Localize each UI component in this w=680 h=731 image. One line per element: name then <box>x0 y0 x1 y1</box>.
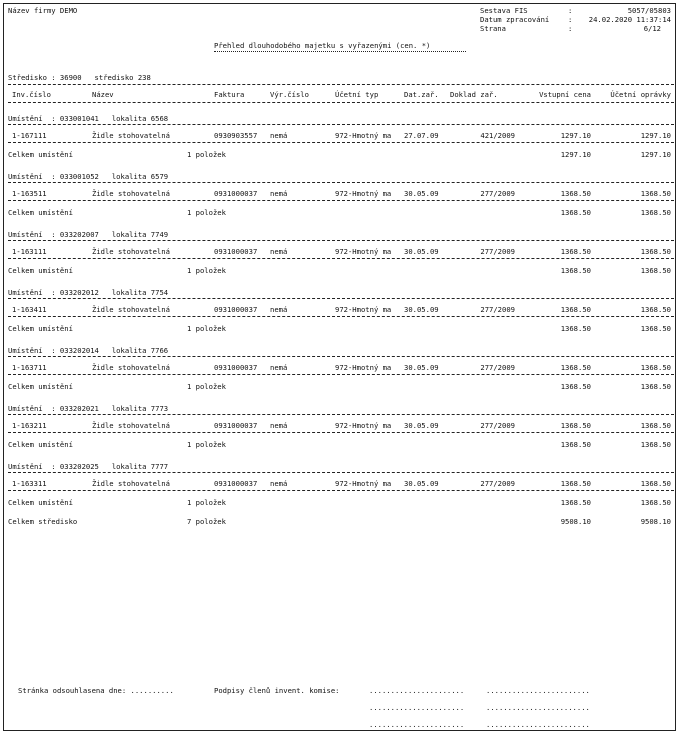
cell-account-type: 972-Hmotný ma <box>335 131 392 140</box>
cell-acquisition-doc: 277/2009 <box>480 421 515 430</box>
company-name: Název firmy DEMO <box>8 6 78 15</box>
column-header-date-acquired: Dat.zař. <box>404 90 439 99</box>
cell-inv-number: 1-163711 <box>12 363 47 372</box>
cell-account-type: 972-Hmotný ma <box>335 247 392 256</box>
signature-line: ........................ <box>486 720 590 729</box>
location-total-label: Celkem umístění <box>8 440 73 449</box>
header-rule-top <box>8 84 674 85</box>
column-header-acquisition-doc: Doklad zař. <box>450 90 498 99</box>
location-total-price: 1368.50 <box>560 382 591 391</box>
cell-inv-number: 1-163311 <box>12 479 47 488</box>
row-rule-top <box>8 414 674 415</box>
grand-total-price: 9508.10 <box>560 517 591 526</box>
grand-total-count: 7 položek <box>187 517 226 526</box>
cell-asset-name: Židle stohovatelná <box>92 479 170 488</box>
column-header-serial-number: Výr.číslo <box>270 90 309 99</box>
page-number-value: 6/12 <box>643 24 661 33</box>
processing-date-value: 24.02.2020 11:37:14 <box>588 15 671 24</box>
location-total-depreciation: 1368.50 <box>640 440 671 449</box>
location-heading: Umístění : 033001041 lokalita 6568 <box>8 114 169 123</box>
cell-serial-number: nemá <box>270 305 288 314</box>
location-total-price: 1297.10 <box>560 150 591 159</box>
signature-line: ...................... <box>369 703 465 712</box>
row-rule-bottom <box>8 374 674 375</box>
cell-serial-number: nemá <box>270 189 288 198</box>
row-rule-bottom <box>8 200 674 201</box>
row-rule-bottom <box>8 432 674 433</box>
report-code-value: 5057/05803 <box>627 6 671 15</box>
signature-line: ...................... <box>369 720 465 729</box>
location-total-depreciation: 1368.50 <box>640 498 671 507</box>
cell-account-type: 972-Hmotný ma <box>335 189 392 198</box>
column-header-account-type: Účetní typ <box>335 90 379 99</box>
cell-input-price: 1368.50 <box>560 421 591 430</box>
cell-acquisition-doc: 277/2009 <box>480 479 515 488</box>
location-heading: Umístění : 033202021 lokalita 7773 <box>8 404 169 413</box>
report-code-colon: : <box>568 6 573 15</box>
location-total-depreciation: 1297.10 <box>640 150 671 159</box>
cell-input-price: 1368.50 <box>560 479 591 488</box>
row-rule-top <box>8 356 674 357</box>
location-total-label: Celkem umístění <box>8 498 73 507</box>
row-rule-bottom <box>8 490 674 491</box>
report-code-label: Sestava FIS <box>480 6 528 15</box>
page-number-colon: : <box>568 24 573 33</box>
cell-date-acquired: 27.07.09 <box>404 131 439 140</box>
row-rule-top <box>8 298 674 299</box>
cell-serial-number: nemá <box>270 479 288 488</box>
location-total-price: 1368.50 <box>560 498 591 507</box>
location-total-count: 1 položek <box>187 498 226 507</box>
location-total-price: 1368.50 <box>560 266 591 275</box>
cell-invoice: 0931000037 <box>214 305 258 314</box>
cell-serial-number: nemá <box>270 131 288 140</box>
cell-depreciation: 1368.50 <box>640 189 671 198</box>
cell-asset-name: Židle stohovatelná <box>92 363 170 372</box>
column-header-asset-name: Název <box>92 90 114 99</box>
cell-input-price: 1297.10 <box>560 131 591 140</box>
location-total-label: Celkem umístění <box>8 266 73 275</box>
location-total-label: Celkem umístění <box>8 150 73 159</box>
cell-acquisition-doc: 277/2009 <box>480 247 515 256</box>
location-total-count: 1 položek <box>187 382 226 391</box>
cell-depreciation: 1368.50 <box>640 305 671 314</box>
processing-date-label: Datum zpracování <box>480 15 550 24</box>
cell-input-price: 1368.50 <box>560 305 591 314</box>
location-total-depreciation: 1368.50 <box>640 324 671 333</box>
row-rule-top <box>8 182 674 183</box>
signature-line: ...................... <box>369 686 465 695</box>
cell-invoice: 0930903557 <box>214 131 258 140</box>
grand-total-depreciation: 9508.10 <box>640 517 671 526</box>
cell-account-type: 972-Hmotný ma <box>335 305 392 314</box>
location-total-label: Celkem umístění <box>8 208 73 217</box>
cell-invoice: 0931000037 <box>214 363 258 372</box>
cell-serial-number: nemá <box>270 247 288 256</box>
cell-inv-number: 1-167111 <box>12 131 47 140</box>
signature-line: ........................ <box>486 686 590 695</box>
cell-serial-number: nemá <box>270 363 288 372</box>
location-heading: Umístění : 033202025 lokalita 7777 <box>8 462 169 471</box>
cell-serial-number: nemá <box>270 421 288 430</box>
row-rule-bottom <box>8 316 674 317</box>
row-rule-top <box>8 472 674 473</box>
cell-acquisition-doc: 277/2009 <box>480 363 515 372</box>
header-rule-bottom <box>8 102 674 103</box>
location-total-count: 1 položek <box>187 208 226 217</box>
grand-total-label: Celkem středisko <box>8 517 78 526</box>
approval-date: Stránka odsouhlasena dne: .......... <box>18 686 174 695</box>
cell-depreciation: 1368.50 <box>640 363 671 372</box>
location-heading: Umístění : 033202007 lokalita 7749 <box>8 230 169 239</box>
row-rule-bottom <box>8 142 674 143</box>
cell-invoice: 0931000037 <box>214 189 258 198</box>
cell-input-price: 1368.50 <box>560 363 591 372</box>
cell-acquisition-doc: 421/2009 <box>480 131 515 140</box>
cell-input-price: 1368.50 <box>560 247 591 256</box>
cell-depreciation: 1368.50 <box>640 247 671 256</box>
cell-inv-number: 1-163111 <box>12 247 47 256</box>
cell-asset-name: Židle stohovatelná <box>92 131 170 140</box>
cell-account-type: 972-Hmotný ma <box>335 421 392 430</box>
row-rule-bottom <box>8 258 674 259</box>
cell-depreciation: 1368.50 <box>640 479 671 488</box>
cell-depreciation: 1297.10 <box>640 131 671 140</box>
signatures-label: Podpisy členů invent. komise: <box>214 686 340 695</box>
row-rule-top <box>8 124 674 125</box>
column-header-depreciation: Účetní oprávky <box>610 90 671 99</box>
cell-date-acquired: 30.05.09 <box>404 421 439 430</box>
location-total-count: 1 položek <box>187 266 226 275</box>
location-heading: Umístění : 033202012 lokalita 7754 <box>8 288 169 297</box>
cell-date-acquired: 30.05.09 <box>404 363 439 372</box>
cell-inv-number: 1-163511 <box>12 189 47 198</box>
cell-inv-number: 1-163211 <box>12 421 47 430</box>
cell-date-acquired: 30.05.09 <box>404 479 439 488</box>
location-heading: Umístění : 033001052 lokalita 6579 <box>8 172 169 181</box>
report-page <box>3 3 676 731</box>
processing-date-colon: : <box>568 15 573 24</box>
page-number-label: Strana <box>480 24 506 33</box>
title-underline <box>214 51 466 52</box>
location-total-price: 1368.50 <box>560 208 591 217</box>
location-total-price: 1368.50 <box>560 324 591 333</box>
cell-invoice: 0931000037 <box>214 479 258 488</box>
location-total-depreciation: 1368.50 <box>640 266 671 275</box>
cell-depreciation: 1368.50 <box>640 421 671 430</box>
cell-input-price: 1368.50 <box>560 189 591 198</box>
report-title: Přehled dlouhodobého majetku s vyřazenými (cen. *) <box>214 41 431 50</box>
cell-date-acquired: 30.05.09 <box>404 189 439 198</box>
column-header-inv-number: Inv.číslo <box>12 90 51 99</box>
cell-date-acquired: 30.05.09 <box>404 247 439 256</box>
location-heading: Umístění : 033202014 lokalita 7766 <box>8 346 169 355</box>
location-total-count: 1 položek <box>187 150 226 159</box>
cell-acquisition-doc: 277/2009 <box>480 189 515 198</box>
cell-asset-name: Židle stohovatelná <box>92 247 170 256</box>
location-total-count: 1 položek <box>187 440 226 449</box>
location-total-depreciation: 1368.50 <box>640 382 671 391</box>
cell-asset-name: Židle stohovatelná <box>92 421 170 430</box>
location-total-label: Celkem umístění <box>8 324 73 333</box>
cost-center: Středisko : 36900 středisko 238 <box>8 73 151 82</box>
cell-date-acquired: 30.05.09 <box>404 305 439 314</box>
column-header-invoice: Faktura <box>214 90 245 99</box>
location-total-label: Celkem umístění <box>8 382 73 391</box>
cell-asset-name: Židle stohovatelná <box>92 305 170 314</box>
cell-account-type: 972-Hmotný ma <box>335 479 392 488</box>
cell-inv-number: 1-163411 <box>12 305 47 314</box>
column-header-input-price: Vstupní cena <box>539 90 591 99</box>
signature-line: ........................ <box>486 703 590 712</box>
location-total-depreciation: 1368.50 <box>640 208 671 217</box>
cell-acquisition-doc: 277/2009 <box>480 305 515 314</box>
cell-account-type: 972-Hmotný ma <box>335 363 392 372</box>
cell-invoice: 0931000037 <box>214 247 258 256</box>
cell-asset-name: Židle stohovatelná <box>92 189 170 198</box>
location-total-count: 1 položek <box>187 324 226 333</box>
cell-invoice: 0931000037 <box>214 421 258 430</box>
row-rule-top <box>8 240 674 241</box>
location-total-price: 1368.50 <box>560 440 591 449</box>
